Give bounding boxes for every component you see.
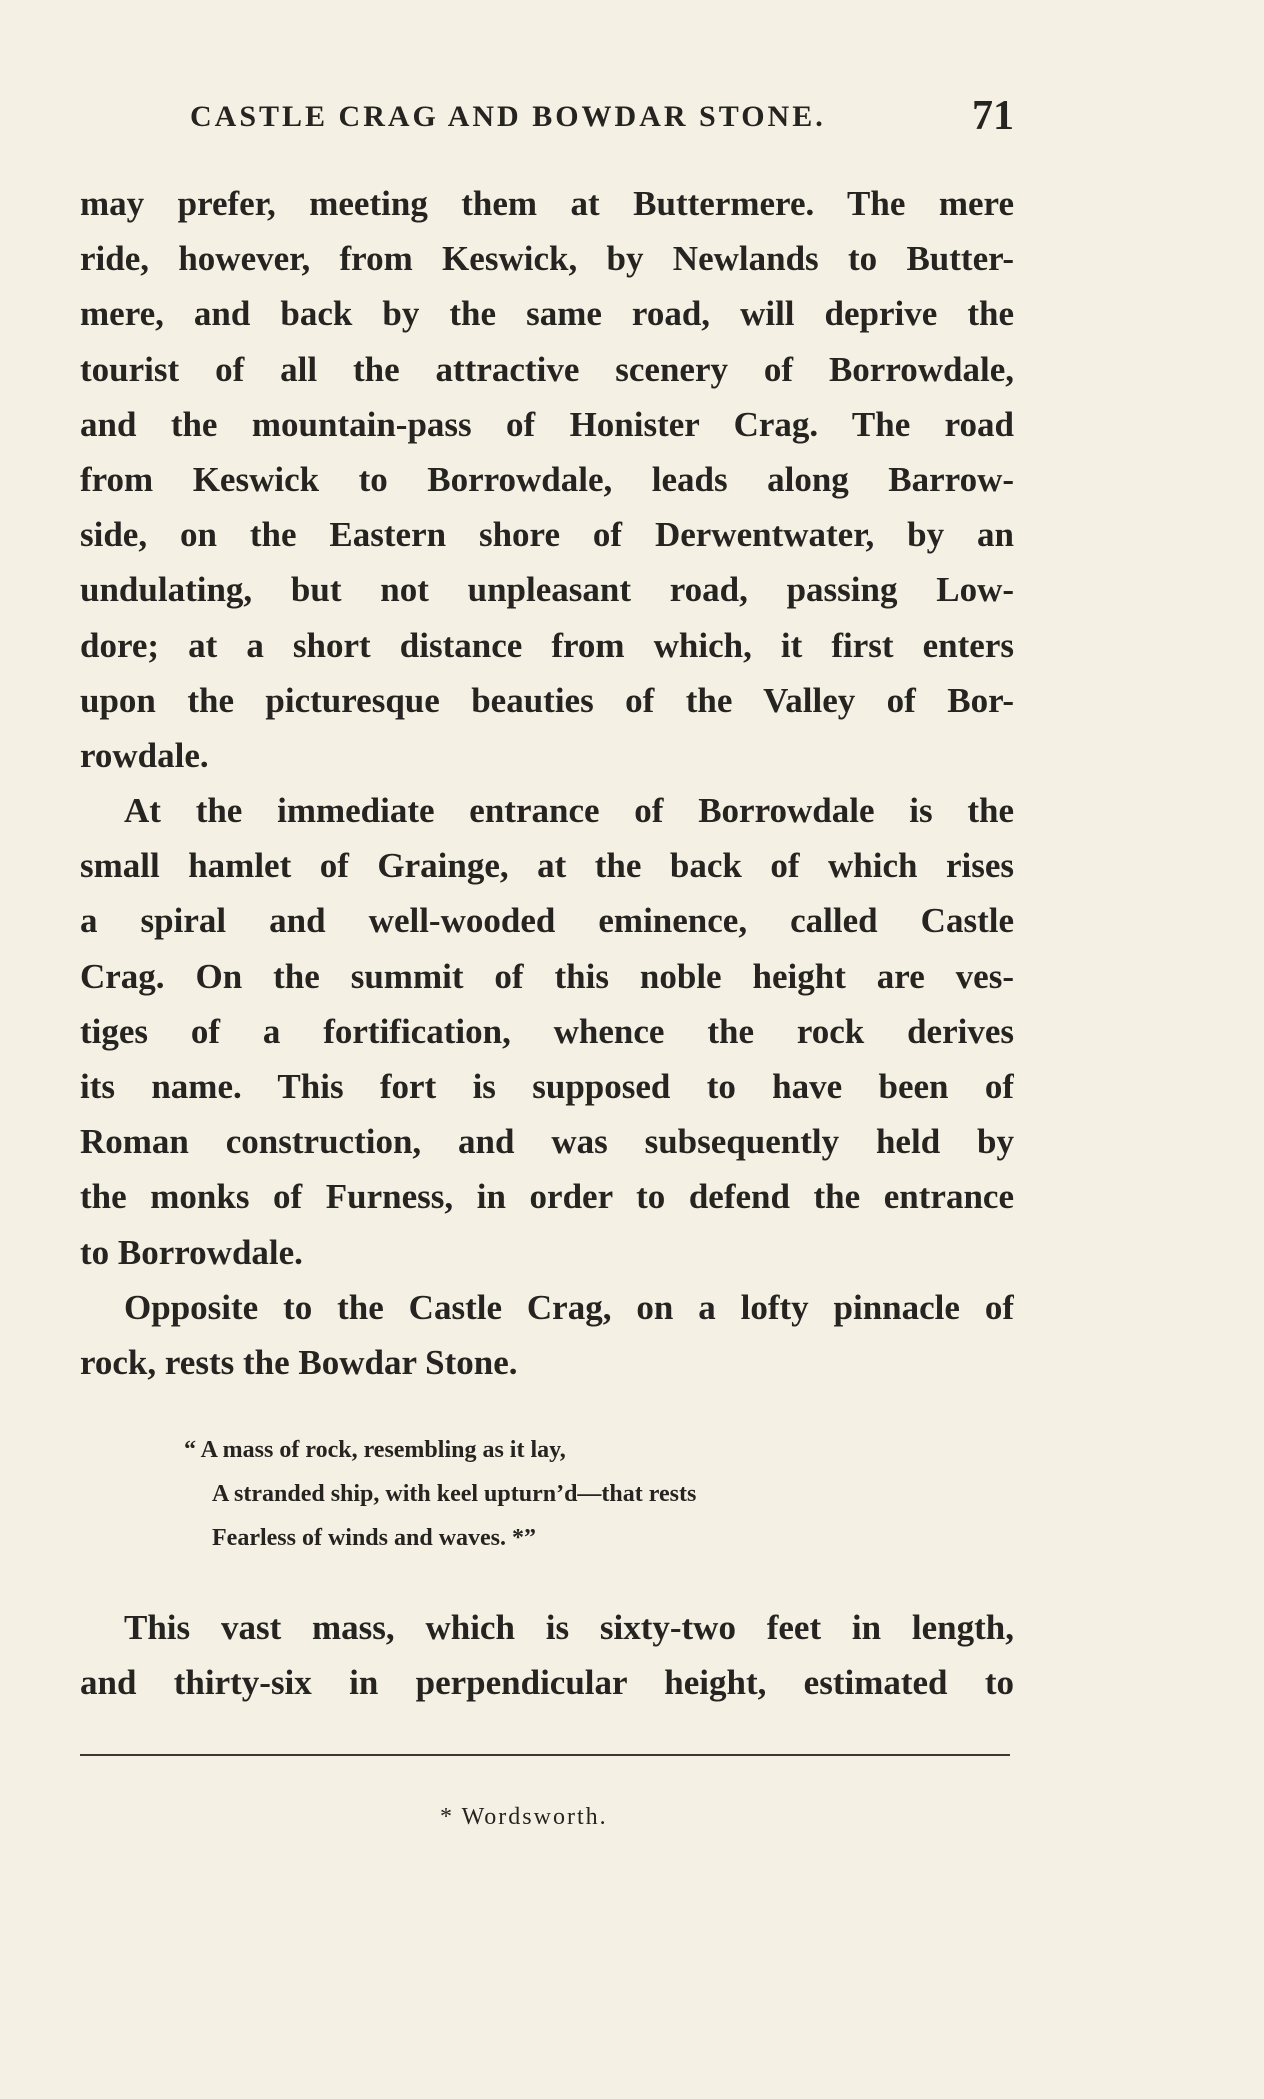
text-line: may prefer, meeting them at Buttermere. The mere <box>80 184 1014 223</box>
text-line: upon the picturesque beauties of the Valley of Bor- <box>80 680 1014 720</box>
text-line: small hamlet of Grainge, at the back of which rises <box>80 846 1014 886</box>
text-line: Opposite to the Castle Crag, on a lofty pinnacle of <box>124 1287 1014 1327</box>
running-head <box>190 92 1020 142</box>
text-line: mere, and back by the same road, will deprive the <box>80 294 1014 334</box>
verse-line: Fearless of winds and waves. *” <box>212 1525 537 1551</box>
text-line: rowdale. <box>80 735 209 775</box>
footnote-rule <box>80 1754 1010 1756</box>
verse-line: “ A mass of rock, resembling as it lay, <box>184 1437 566 1463</box>
footnote: * Wordsworth. <box>440 1804 608 1830</box>
text-line: the monks of Furness, in order to defend the entrance <box>80 1177 1014 1217</box>
text-line: to Borrowdale. <box>80 1232 303 1272</box>
text-line: undulating, but not unpleasant road, passing Low- <box>80 570 1014 610</box>
text-line: and the mountain-pass of Honister Crag. The road <box>80 404 1014 444</box>
body-text <box>80 176 1014 1390</box>
running-title: CASTLE CRAG AND BOWDAR STONE. <box>190 100 826 133</box>
verse-line: A stranded ship, with keel upturn’d—that rests <box>212 1481 697 1507</box>
continuation-text <box>80 1600 1014 1710</box>
text-line: This vast mass, which is sixty-two feet in length, <box>124 1608 1014 1647</box>
text-line: rock, rests the Bowdar Stone. <box>80 1342 518 1382</box>
text-line: dore; at a short distance from which, it first enters <box>80 625 1014 665</box>
text-line: ride, however, from Keswick, by Newlands to Butter- <box>80 239 1014 279</box>
text-line: and thirty-six in perpendicular height, estimated to <box>80 1663 1014 1703</box>
text-line: a spiral and well-wooded eminence, called Castle <box>80 901 1014 941</box>
text-line: from Keswick to Borrowdale, leads along Barrow- <box>80 459 1014 499</box>
text-line: At the immediate entrance of Borrowdale is the <box>124 791 1014 831</box>
page-number: 71 <box>972 93 1014 139</box>
text-line: side, on the Eastern shore of Derwentwater, by an <box>80 515 1014 555</box>
verse-quotation <box>184 1428 932 1560</box>
text-line: Roman construction, and was subsequently held by <box>80 1122 1014 1162</box>
text-line: tourist of all the attractive scenery of Borrowdale, <box>80 349 1014 389</box>
text-line: tiges of a fortification, whence the rock derives <box>80 1011 1014 1051</box>
text-line: Crag. On the summit of this noble height are ves- <box>80 956 1014 996</box>
text-line: its name. This fort is supposed to have been of <box>80 1067 1014 1106</box>
